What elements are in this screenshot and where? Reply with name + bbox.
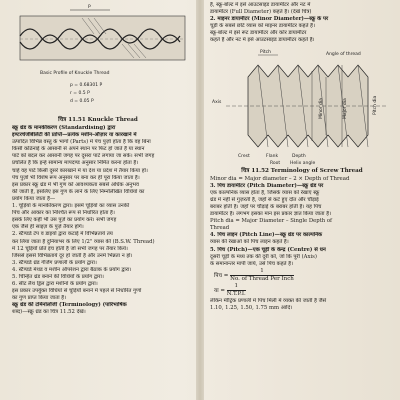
- label-pitch-dia: Pitch dia: [373, 95, 378, 115]
- right-bottom-text: [204, 298, 400, 312]
- label-root: Root: [270, 160, 281, 165]
- label-crest: Crest: [238, 153, 250, 159]
- profile-d: d = 0.05 P: [70, 99, 94, 104]
- text-line: का गुण प्राप्त किया जाता है।: [12, 295, 67, 302]
- text-line: प्रचलित है कि इन्हें सामान्य मापदण्ड अनुसार निर्मित करना होता है।: [12, 160, 139, 167]
- text-line: पिच और आकार का निश्चित रूप से निर्धारित होता है।: [12, 210, 115, 217]
- text-line: शब्द)—स्क्रू थ्रेड का चित्र 11.52 देखें।: [12, 309, 86, 316]
- text-line: लेकिन मीट्रिक प्रणाली में पिच मिली में व्यक्त की जाती है जैसे: [210, 297, 327, 304]
- label-depth: Depth: [292, 153, 306, 159]
- text-line: चूड़ी के सबसे छोटे व्यास को माइनर डायामीटर कहते हैं।: [210, 23, 316, 30]
- text-line: कर लिया जाता है दुनियाभर के लिए 1/2" व्यास की (B.S.W. Thread): [12, 238, 155, 245]
- text-line: व्यास की रेखाओं को पिच लाइन कहते हैं।: [210, 239, 289, 246]
- left-text: [0, 125, 196, 317]
- text-line: एक जैसे ही साइज़ के पुर्ज़े तैयार होंगे।: [12, 224, 84, 231]
- knuckle-thread-diagram: [10, 2, 190, 114]
- text-line: डायामीटर है। लगभग इसका मान इस प्रकार ज्ञात किया जाता है।: [210, 211, 332, 218]
- page-gutter: [196, 0, 204, 400]
- text-line: इण्टरचेंजेबिलिटी की प्राप्ति—प्रत्येक मशीन-औज़ार या कारखाने में: [12, 132, 137, 139]
- text-line: स्क्रू-बोल्ट में इसे रूट डायामीटर और कोर डायामीटर: [210, 30, 307, 37]
- pitch-symbol: P: [88, 5, 91, 10]
- figure-caption-terminology: चित्र 11.52 Terminology of Screw Thread: [241, 167, 363, 174]
- fraction-numerator: 1: [230, 268, 294, 276]
- label-angle: Angle of thread: [326, 51, 361, 57]
- text-line: Thread: [210, 225, 230, 232]
- fraction-denominator: No. of Thread Per Inch: [230, 275, 294, 282]
- text-line: इसके लिए कहीं भी उस पुर्ज़े का प्रयोग करें। सभी जगह: [12, 217, 117, 224]
- pitch-fraction-2: [227, 283, 246, 298]
- text-line: 1.10, 1.25, 1.50, 1.75 mm आदि।: [210, 304, 293, 311]
- text-line: चाहे वह पार्ट किसी दूसरे कारखाने में या देश या प्रदेश में तैयार किया हो।: [12, 167, 148, 174]
- text-line: Pitch dia = Major Diameter – Single Depth of: [210, 218, 332, 225]
- text-line: किसी कठिनाई के आसानी से अपने स्थान पर फिट हो जाते हैं या स्थान: [12, 146, 145, 153]
- text-line: हैं, स्क्रू-बोल्ट में इसे आउटसाइड डायामीटर और नट में: [210, 2, 311, 8]
- screw-thread-figure: [208, 47, 396, 165]
- text-line: 5. पिच (Pitch)—एक चूड़ी के केन्द्र (Centre) से धन: [210, 246, 326, 253]
- fraction-numerator: 1: [227, 283, 246, 291]
- text-line: 5. चिन्हित थ्रेड बनाने की विधियाँ के प्रयोग द्वारा।: [12, 273, 104, 280]
- fraction-denominator: N.T.P.I.: [226, 290, 246, 297]
- text-line: एक काल्पनिक व्यास होता है, जिसके व्यास को रेखाएं स्क्रू: [210, 189, 320, 196]
- text-line: इस प्रकार उपर्युक्त विधियों से चूड़ियाँ बनाने में पहले से निर्धारित गुणों: [12, 288, 142, 295]
- profile-title: Basic Profile of Knuckle Thread: [40, 71, 110, 76]
- text-line: स्क्रू थ्रेड की टर्मिनोलॉजी (Terminology) (पारिभाषिक: [12, 302, 127, 309]
- text-line: 4. पिच लाइन (Pitch Line)—स्क्रू थ्रेड पर काल्पनिक: [210, 232, 323, 239]
- label-major-dia: Major dia: [343, 97, 348, 119]
- text-line: डायामीटर (Full Diameter) कहते हैं। (देखें चित्र): [210, 9, 312, 16]
- text-line: 3. पिच डायामीटर (Pitch Diameter)—स्क्रू थ्रेड पर: [210, 182, 324, 189]
- figure-caption-knuckle: चित्र 11.51 Knuckle Thread: [58, 117, 138, 123]
- minor-dia-formula: Minor dia = Major diameter – 2 × Depth of Thread: [210, 175, 350, 182]
- label-axis: Axis: [212, 99, 222, 105]
- pitch-fraction-1: [230, 268, 294, 283]
- text-line: के समानान्तर मापी जाये, उसे पिच कहते हैं।: [210, 260, 294, 267]
- text-line: बराबर होती है। जहाँ पर चौड़ाई के बराबर होती है। यह पिच: [210, 203, 322, 210]
- text-line: पार्ट को बदल कर आसानी जगह पर दूसरा पार्ट लगाया जा सके। सभी जगह: [12, 153, 155, 160]
- text-line: 6. सीट लैथ ड्रिल द्वारा मशीनों के प्रयोग द्वारा।: [12, 281, 98, 288]
- text-line: थ्रेड में नहीं से गुज़रती हैं, जहाँ से कटे हुए दाँत और चौड़ाई: [210, 196, 319, 203]
- text-line: उत्पादित विभिन्न वस्तु के भागों (Parts) में पेच पुर्ज़ा होता है कि वह बिना: [12, 139, 151, 146]
- text-line: इस प्रकार स्क्रू थ्रेड में भी गुण को आवश्यकता सबसे अधिक अनुभव: [12, 181, 139, 188]
- right-mid-text: [204, 183, 400, 268]
- screw-thread-diagram: [208, 47, 394, 165]
- text-line: की जाती है, इसलिए इस गुण के लाने के लिए निम्नलिखित विधियों का: [12, 188, 145, 195]
- right-column: [204, 0, 400, 400]
- knuckle-thread-figure: [10, 2, 190, 114]
- left-column: [0, 0, 196, 400]
- right-top-text: [204, 2, 400, 45]
- text-line: कहते हैं और नट में इसे आउटसाइड डायामीटर कहते हैं।: [210, 37, 315, 44]
- profile-r: r = 0.5 P: [70, 91, 90, 96]
- label-flank: Flank: [266, 153, 279, 159]
- profile-p: p = 0.68301 P: [70, 83, 103, 88]
- text-line: 4. स्टैण्डर्ड मेथड व मशीन ऑपरेशन द्वारा बैठाक के प्रयोग द्वारा।: [12, 266, 132, 273]
- text-line: पेच पुर्ज़ा भी विशेष रूप अनुसार पर बना कर ही पूरा किया जाता है।: [12, 174, 140, 181]
- text-line: स्क्रू थ्रेड के मानकीकरण (Standardising) द्वारा: [12, 125, 116, 131]
- label-minor-dia: Minor dia: [319, 97, 324, 119]
- pitch-formula-lhs: पिच: [214, 272, 223, 279]
- thread-body: [20, 16, 185, 60]
- text-line: 2. स्टैण्डर्ड टेप व डाइयों द्वारा कटाई में विभिन्नतायें तय: [12, 231, 113, 238]
- text-line: जिससे इससे विभिन्नताये दूर हो जाती हैं और उनमें भिन्नता न हो।: [12, 252, 133, 259]
- pitch-formula-2: या = $\frac{1}{N.T.P.I.}$: [214, 282, 246, 297]
- pitch-formula-1: पिच = $\frac{1}{\text{No. of Thread Per Inch}}$: [214, 267, 294, 282]
- text-line: दूसरी चूड़ी के मध्य तक की दूरी को, जो कि पूरी (Axis): [210, 253, 317, 260]
- label-helix: Helix angle: [290, 160, 316, 165]
- text-line: 2. माइनर डायामीटर (Minor Diameter)—स्क्रू के पर: [210, 16, 329, 23]
- text-line: 3. स्टैण्डर्ड थ्रेड गेजिंग प्रणाली के प्रयोग द्वारा।: [12, 259, 97, 266]
- text-line: में 12 चूड़ियाँ प्रति इंच होती हैं जो सभी जगह पर तैयार किये।: [12, 245, 128, 252]
- text-line: प्रयोग किया जाता है—: [12, 195, 56, 202]
- label-pitch: Pitch: [260, 49, 271, 55]
- text-line: 1. चूड़ियों के मानकीकरण द्वारा। इसमें चूड़ियों का व्यास उनकी: [12, 203, 130, 210]
- pitch-formula-or: या: [214, 287, 219, 294]
